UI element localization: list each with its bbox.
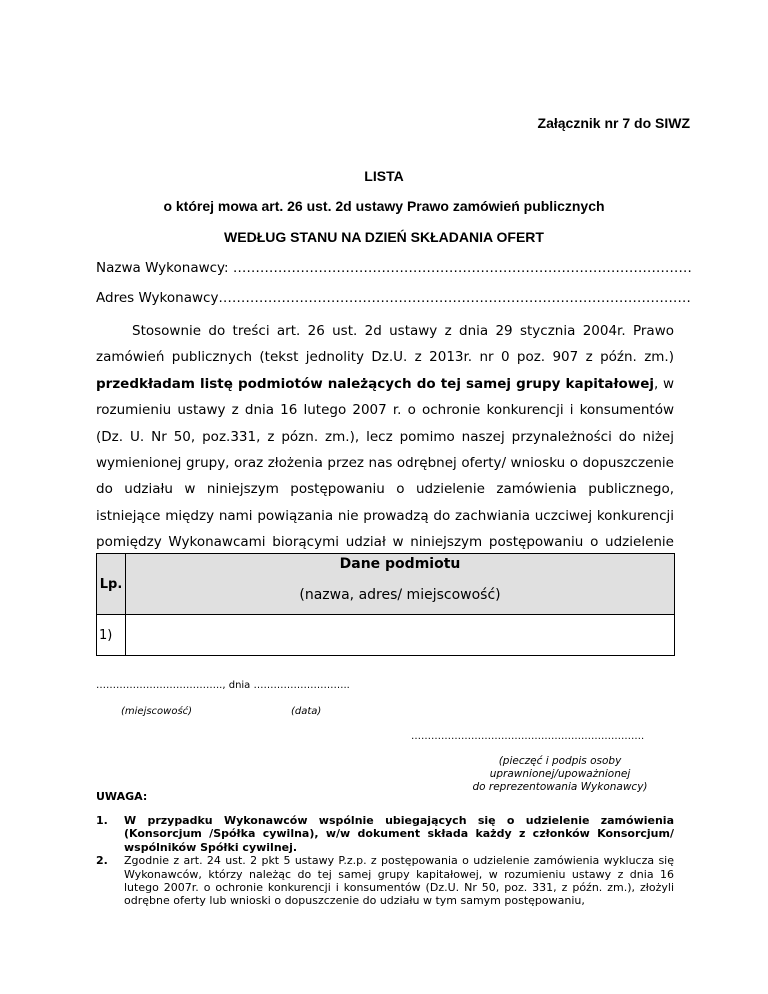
list-item [96,854,674,908]
declaration-paragraph [96,318,674,582]
entity-data-header-sub: (nazwa, adres/ miejscowość) [299,587,501,603]
contractor-address-field: Adres Wykonawcy…………………………………………………………………………………………… [96,290,691,306]
contractor-name-field: Nazwa Wykonawcy: ………………………………………………………………………………………… [96,260,692,276]
attachment-label: Załącznik nr 7 do SIWZ [537,115,690,131]
document-title: LISTA [364,168,404,184]
list-item [96,814,674,854]
entity-data-header [126,554,675,615]
paragraph-bold: przedkładam listę podmiotów należących do tej samej grupy kapitałowej [96,375,655,392]
note-number: 2. [96,854,108,868]
notes-list [96,814,674,908]
entity-data-header-title: Dane podmiotu [339,556,461,572]
stamp-line-3: do reprezentowania Wykonawcy) [472,781,648,793]
table-row [97,615,675,656]
place-label: (miejscowość) [121,706,193,717]
notice-heading: UWAGA: [96,790,148,803]
place-date-line: ……………………………….., dnia ……………………….. [96,680,350,691]
note-text: Zgodnie z art. 24 ust. 2 pkt 5 ustawy P.z.p. z postępowania o udzielenie zamówienia wyklucza się Wykonawców, którzy należąc do tej samej grupy kapitałowej, w rozumieniu ustawy z dnia 16 lutego 2007r. o ochronie konkurencji i konsumentów (Dz.U. Nr 50, poz. 331, z późn. zm.), złożyli odrębne oferty lub wnioski o dopuszczenie do udziału w tym samym postępowaniu, [124,854,674,908]
stamp-line-2: uprawnionej/upoważnionej [489,768,631,780]
document-subtitle: o której mowa art. 26 ust. 2d ustawy Prawo zamówień publicznych [163,198,605,214]
note-text: W przypadku Wykonawców wspólnie ubiegających się o udzielenie zamówienia (Konsorcjum /Spółka cywilna), w/w dokument składa każdy z członków Konsorcjum/ wspólników Spółki cywilnej. [124,814,674,854]
row-number: 1) [97,615,126,656]
note-number: 1. [96,814,108,827]
row-entity-cell[interactable] [126,615,675,656]
signature-line: ……………………………………………………………. [411,731,645,742]
stamp-caption [440,755,680,794]
document-subtitle-date: WEDŁUG STANU NA DZIEŃ SKŁADANIA OFERT [224,229,544,245]
date-label: (data) [291,706,322,717]
stamp-line-1: (pieczęć i podpis osoby [498,755,622,767]
paragraph-part2: , w rozumieniu ustawy z dnia 16 lutego 2007 r. o ochronie konkurencji i konsumentów (Dz. U. Nr 50, poz.331, z pózn. zm.), lecz pomimo naszej przynależności do niżej wymienionej grupy, oraz złożenia przez nas odrębnej oferty/ wniosku o dopuszczenie do udziału w niniejszym postępowaniu o udzielenie zamówienia publicznego, istniejące między nami powiązania nie prowadzą do zachwiania uczciwej konkurencji pomiędzy Wykonawcami biorącymi udział w niniejszym postępowaniu o udzielenie [96,375,674,551]
paragraph-part1: Stosownie do treści art. 26 ust. 2d ustawy z dnia 29 stycznia 2004r. Prawo zamówień publicznych (tekst jednolity Dz.U. z 2013r. nr 0 poz. 907 z późn. zm.) [96,323,674,366]
lp-header: Lp. [97,554,126,615]
entities-table [96,553,675,656]
